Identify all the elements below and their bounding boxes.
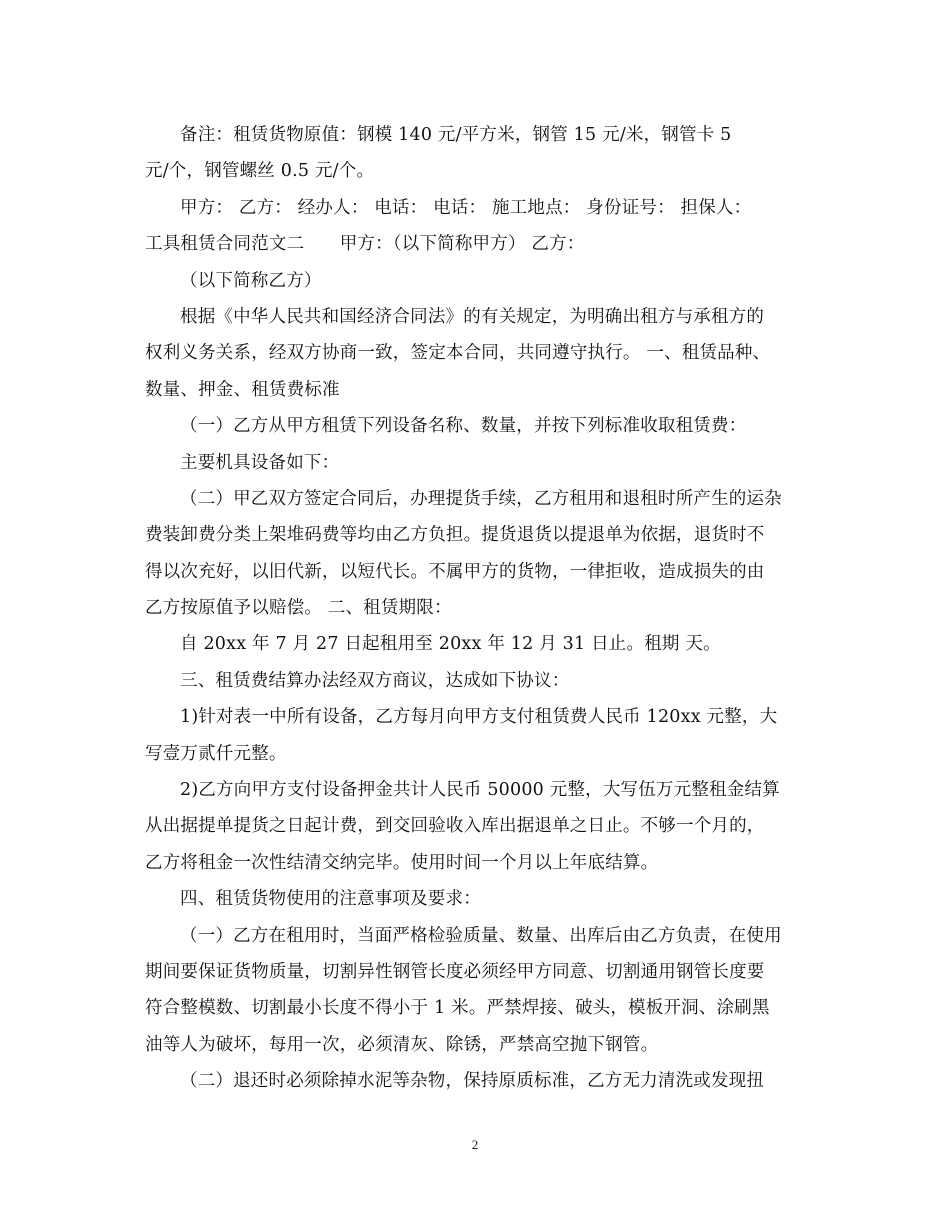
text-line: 元/个，钢管螺丝 0.5 元/个。 xyxy=(145,161,375,182)
text-line: 工具租赁合同范文二 甲方：（以下简称甲方） 乙方： xyxy=(145,234,585,255)
text-line: （以下简称乙方） xyxy=(180,270,322,291)
text-line: 主要机具设备如下： xyxy=(180,452,340,473)
text-line: 2)乙方向甲方支付设备押金共计人民币 50000 元整，大写伍万元整租金结算 xyxy=(180,780,780,801)
text-line: 写壹万贰仟元整。 xyxy=(145,743,287,764)
text-line: （一）乙方从甲方租赁下列设备名称、数量，并按下列标准收取租赁费： xyxy=(180,416,747,437)
text-line: 备注：租赁货物原值：钢模 140 元/平方米，钢管 15 元/米，钢管卡 5 xyxy=(180,125,732,145)
text-line: （一）乙方在租用时，当面严格检验质量、数量、出库后由乙方负责，在使用 xyxy=(180,925,782,946)
text-line: 得以次充好，以旧代新，以短代长。不属甲方的货物，一律拒收，造成损失的由 xyxy=(145,561,765,582)
text-line: （二）甲乙双方签定合同后，办理提货手续，乙方租用和退租时所产生的运杂 xyxy=(180,488,782,509)
text-line: （二）退还时必须除掉水泥等杂物，保持原质标准，乙方无力清洗或发现扭 xyxy=(180,1071,765,1092)
text-line: 费装卸费分类上架堆码费等均由乙方负担。提货退货以提退单为依据，退货时不 xyxy=(145,525,765,546)
text-line: 从出据提单提货之日起计费，到交回验收入库出据退单之日止。不够一个月的， xyxy=(145,816,765,837)
text-line: 权利义务关系，经双方协商一致，签定本合同，共同遵守执行。 一、租赁品种、 xyxy=(145,343,771,364)
text-line: 根据《中华人民共和国经济合同法》的有关规定，为明确出租方与承租方的 xyxy=(180,306,765,327)
text-line: 自 20xx 年 7 月 27 日起租用至 20xx 年 12 月 31 日止。租期 天。 xyxy=(180,634,721,655)
text-line: 数量、押金、租赁费标准 xyxy=(145,379,340,400)
text-line: 三、租赁费结算办法经双方商议，达成如下协议： xyxy=(180,670,570,691)
document-body xyxy=(145,117,807,1100)
text-line: 甲方： 乙方： 经办人： 电话： 电话： 施工地点： 身份证号： 担保人： xyxy=(180,197,752,218)
text-line: 符合整模数、切割最小长度不得小于 1 米。严禁焊接、破头，模板开洞、涂刷黑 xyxy=(145,998,770,1019)
text-line: 期间要保证货物质量，切割异性钢管长度必须经甲方同意、切割通用钢管长度要 xyxy=(145,961,765,982)
text-line: 乙方将租金一次性结清交纳完毕。使用时间一个月以上年底结算。 xyxy=(145,852,659,873)
text-line: 1)针对表一中所有设备，乙方每月向甲方支付租赁费人民币 120xx 元整，大 xyxy=(180,707,778,728)
text-line: 乙方按原值予以赔偿。 二、租赁期限： xyxy=(145,598,452,619)
text-line: 四、租赁货物使用的注意事项及要求： xyxy=(180,889,481,910)
text-line: 油等人为破坏，每用一次，必须清灰、除锈，严禁高空抛下钢管。 xyxy=(145,1034,659,1055)
page-number: 2 xyxy=(471,1137,479,1152)
